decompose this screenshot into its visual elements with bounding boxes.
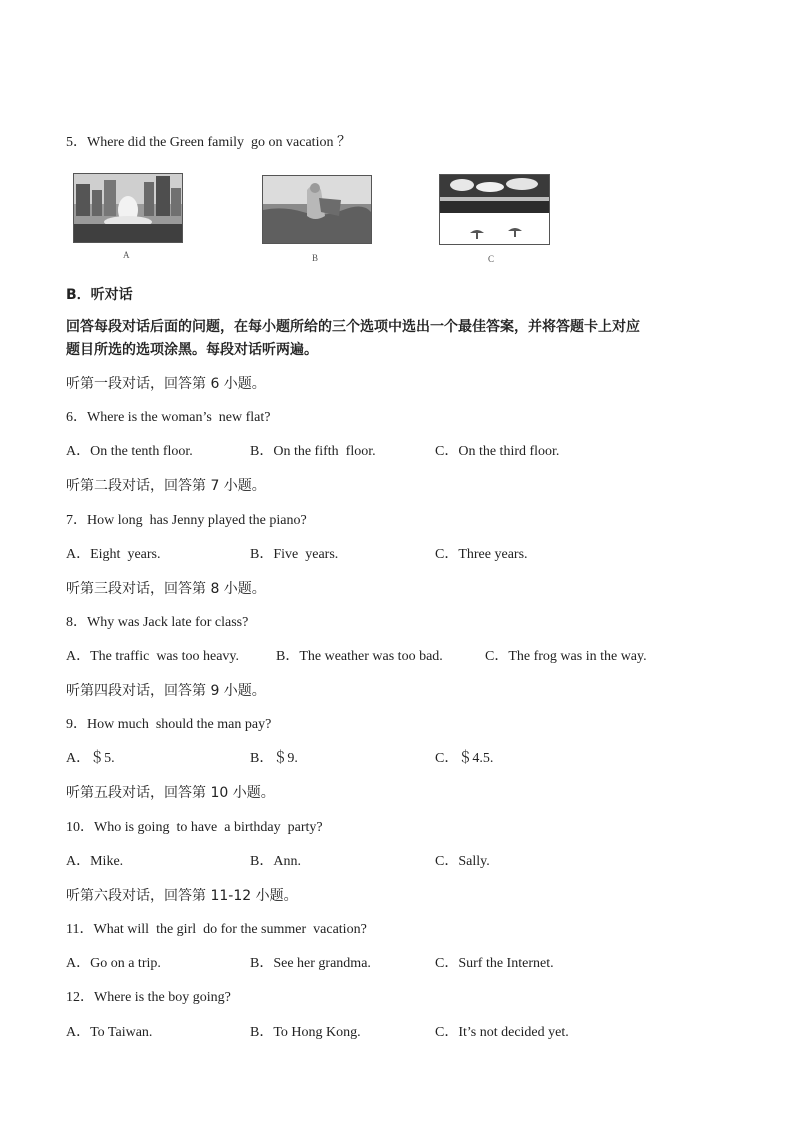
question-7-option-c[interactable]: C．Three years. [435,547,528,562]
question-9-text: 9．How much should the man pay? [66,717,272,732]
question-10-option-a[interactable]: A．Mike. [66,854,124,869]
question-12-option-a[interactable]: A．To Taiwan. [66,1025,153,1040]
picture-a-city-fountain[interactable] [73,173,183,243]
picture-b-field[interactable] [262,175,372,244]
question-10-option-c[interactable]: C．Sally. [435,854,490,869]
question-11-text: 11．What will the girl do for the summer vacation? [66,922,367,937]
question-6-option-b[interactable]: B．On the fifth floor. [250,444,376,459]
question-7-option-b[interactable]: B．Five years. [250,547,339,562]
picture-c-caption: C [488,254,495,264]
question-8-option-b[interactable]: B．The weather was too bad. [276,649,443,664]
question-5-text: 5．Where did the Green family go on vacation ？ [66,135,351,150]
picture-b-caption: B [312,253,319,263]
question-12-option-c[interactable]: C．It’s not decided yet. [435,1025,569,1040]
question-7-option-a[interactable]: A．Eight years. [66,547,161,562]
dialogue-intro: 听第六段对话，回答第 11-12 小题。 [66,888,298,904]
picture-c-beach[interactable] [439,174,550,245]
dialogue-intro: 听第四段对话，回答第 9 小题。 [66,683,266,699]
dialogue-intro: 听第二段对话，回答第 7 小题。 [66,478,266,494]
section-b-instructions-line1: 回答每段对话后面的问题，在每小题所给的三个选项中选出一个最佳答案，并将答题卡上对应 [66,319,640,335]
question-12-text: 12．Where is the boy going? [66,990,231,1005]
section-b-title: B．听对话 [66,287,133,303]
question-8-option-c[interactable]: C．The frog was in the way. [485,649,647,664]
question-7-text: 7．How long has Jenny played the piano? [66,513,307,528]
question-10-option-b[interactable]: B．Ann. [250,854,301,869]
question-11-option-c[interactable]: C．Surf the Internet. [435,956,554,971]
dialogue-intro: 听第三段对话，回答第 8 小题。 [66,581,266,597]
question-12-option-b[interactable]: B．To Hong Kong. [250,1025,361,1040]
picture-a-caption: A [123,250,130,260]
question-6-option-a[interactable]: A．On the tenth floor. [66,444,193,459]
dialogue-intro: 听第一段对话，回答第 6 小题。 [66,376,266,392]
question-8-option-a[interactable]: A．The traffic was too heavy. [66,649,239,664]
question-9-option-b[interactable]: B．＄9. [250,751,298,766]
question-9-option-a[interactable]: A．＄5. [66,751,115,766]
question-11-option-b[interactable]: B．See her grandma. [250,956,371,971]
question-8-text: 8．Why was Jack late for class? [66,615,249,630]
question-10-text: 10．Who is going to have a birthday party? [66,820,323,835]
question-6-text: 6．Where is the woman’s new flat? [66,410,271,425]
section-b-instructions-line2: 题目所选的选项涂黑。每段对话听两遍。 [66,342,318,358]
question-6-option-c[interactable]: C．On the third floor. [435,444,560,459]
question-11-option-a[interactable]: A．Go on a trip. [66,956,161,971]
question-9-option-c[interactable]: C．＄4.5. [435,751,494,766]
dialogue-intro: 听第五段对话，回答第 10 小题。 [66,785,275,801]
